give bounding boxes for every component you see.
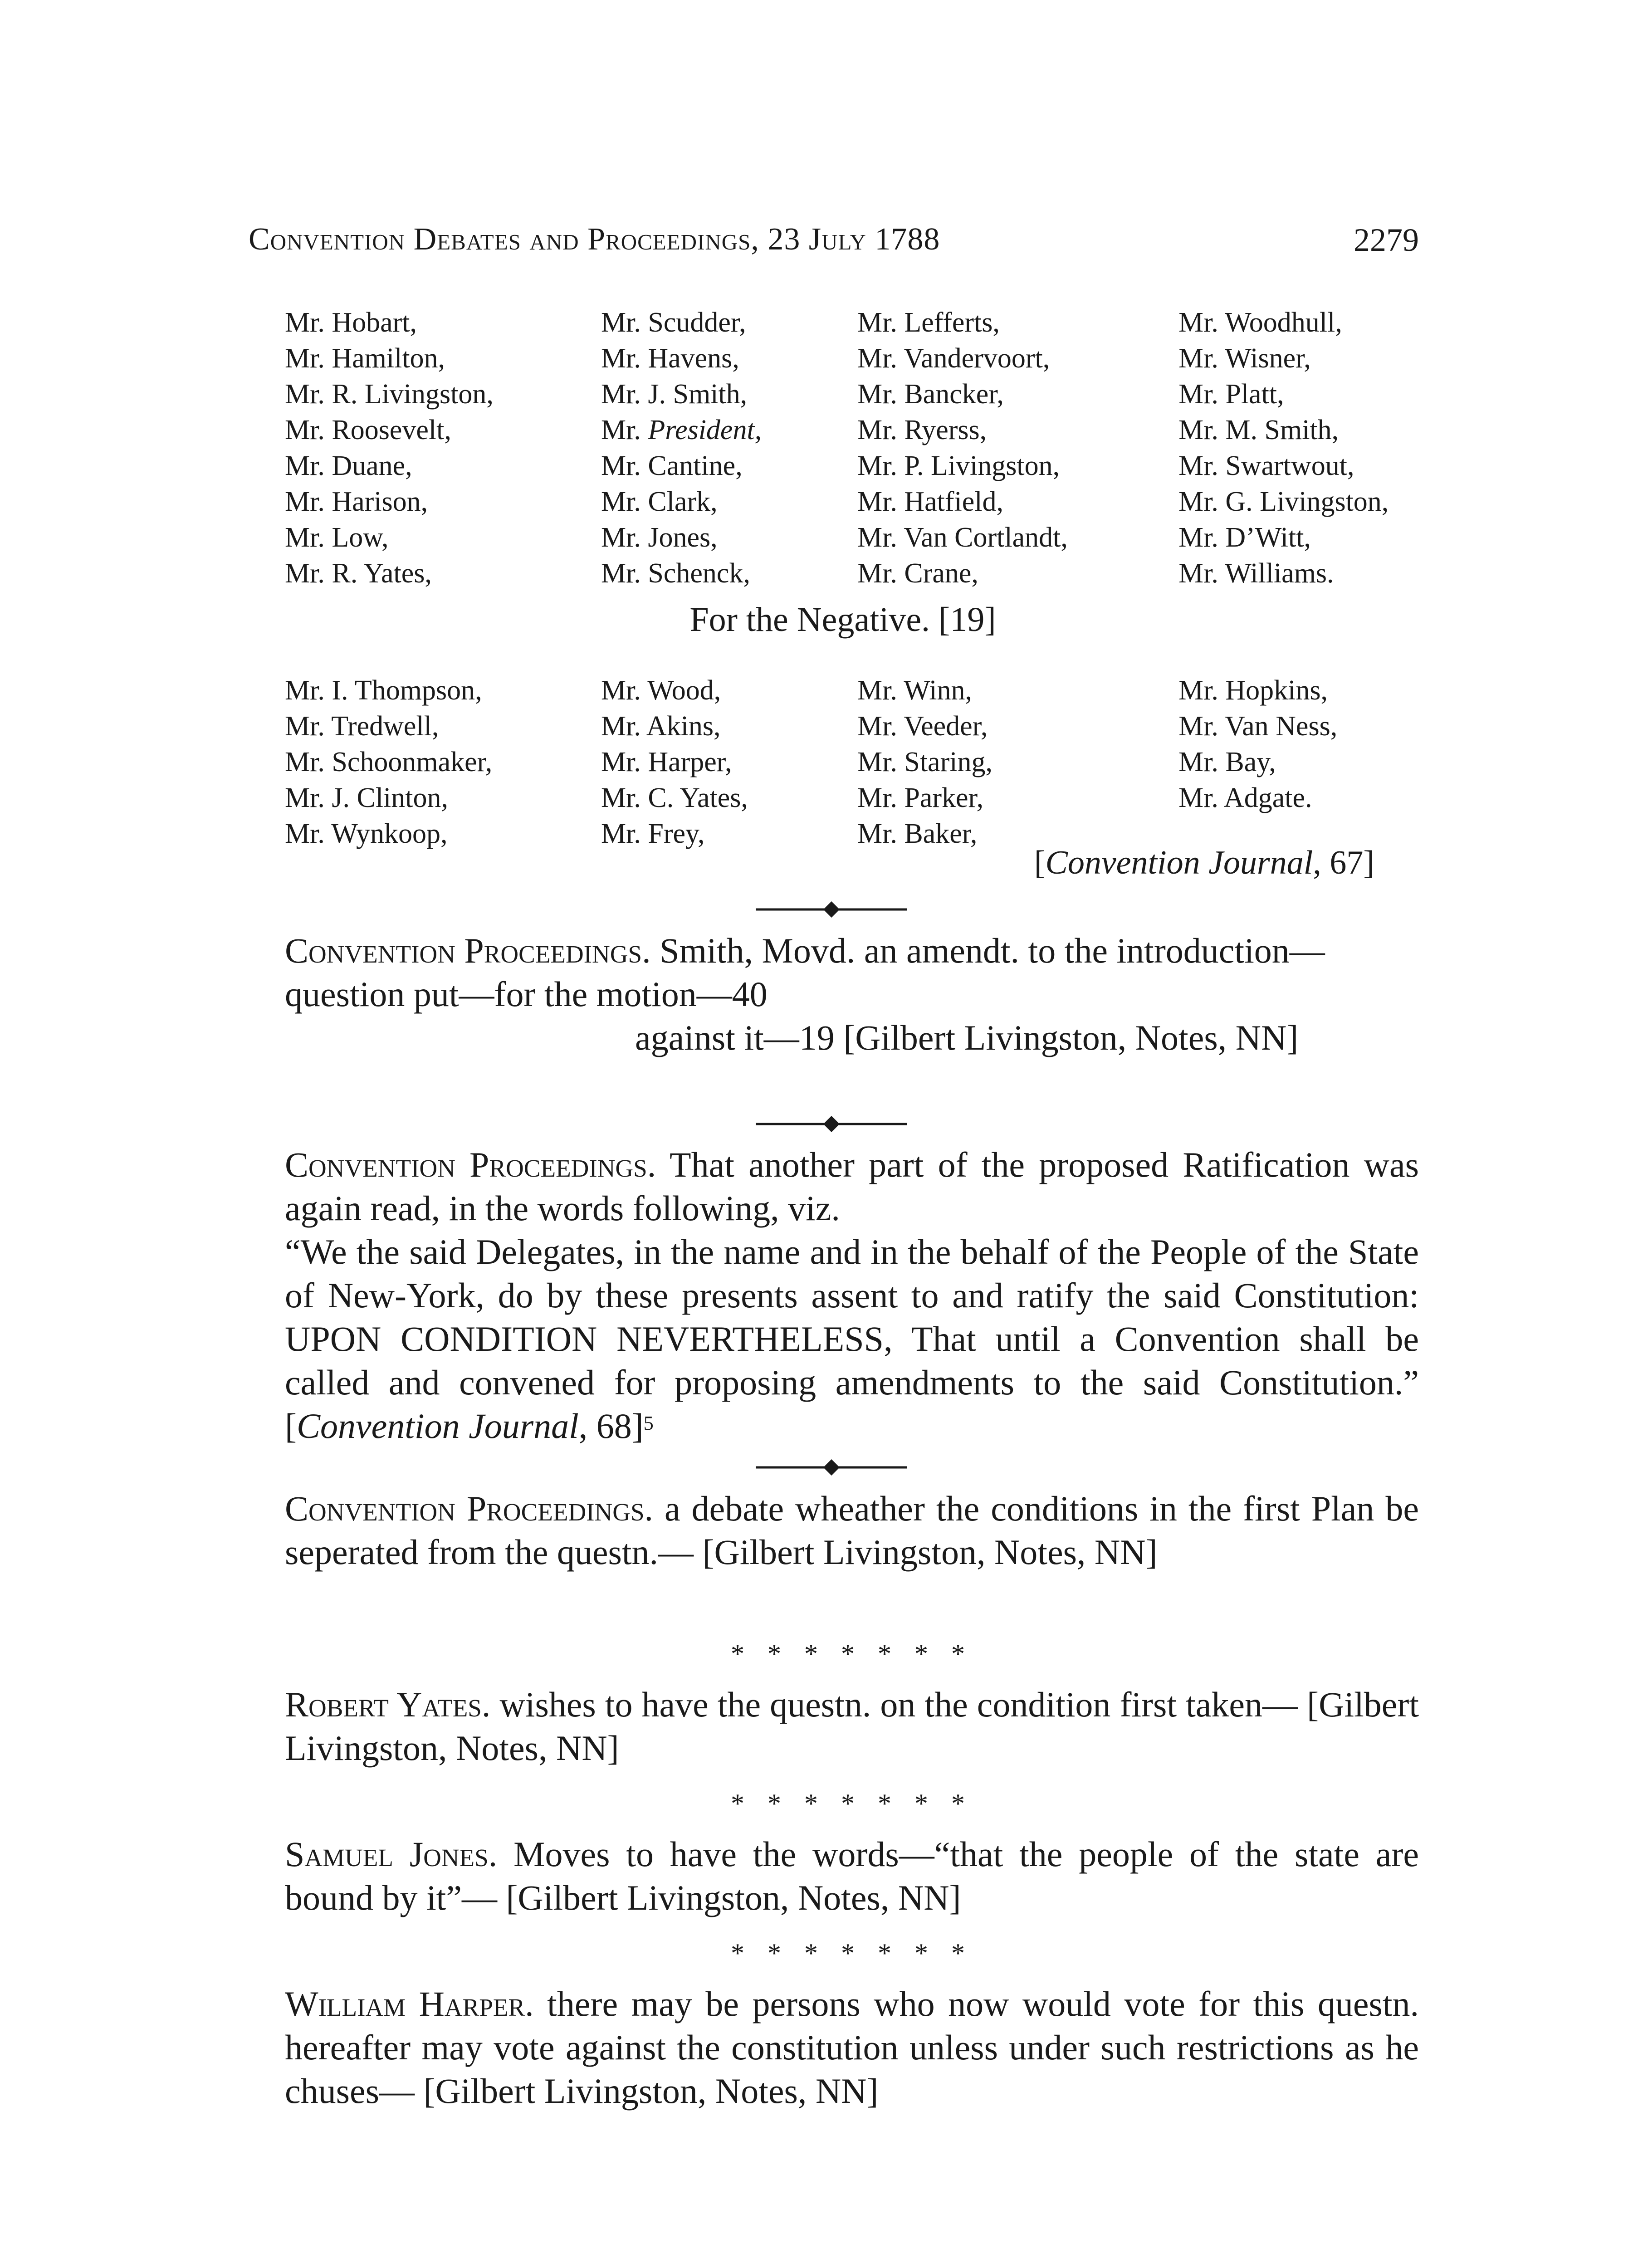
speaker-name: Convention Proceedings. bbox=[285, 931, 651, 970]
page-header bbox=[249, 221, 1419, 267]
voter-name: Mr. Bay, bbox=[1178, 747, 1276, 777]
proceedings-entry bbox=[249, 1683, 1419, 1770]
voter-name: Mr. I. Thompson, bbox=[285, 675, 482, 706]
section-separator: * * * * * * * bbox=[731, 1789, 973, 1818]
voter-name: Mr. Tredwell, bbox=[285, 711, 439, 742]
voter-name: Mr. P. Livingston, bbox=[857, 450, 1060, 481]
voter-name: Mr. Bancker, bbox=[857, 379, 1004, 410]
voter-name: Mr. G. Livingston, bbox=[1178, 486, 1389, 517]
voter-name: Mr. Hobart, bbox=[285, 307, 417, 338]
entry-text: Smith, Movd. an amendt. to the introduction— bbox=[660, 931, 1325, 970]
entry-text: That another part of the proposed Ratification was again read, in the words following, viz. bbox=[285, 1145, 1419, 1228]
section-divider-ornament bbox=[756, 900, 907, 919]
voter-name: Mr. Vandervoort, bbox=[857, 343, 1050, 374]
ratification-quote: “We the said Delegates, in the name and in the behalf of the People of the State of New-York, do by these presents assent to and ratify the said Constitution: UPON CONDITION NEVERTHELESS, That until a Convention shall be called and convened for proposing amendments to the said Constitution.” [Convention Journal, 68]$^5$ bbox=[285, 1232, 1419, 1446]
entry-text: Moves to have the words—“that the people of the state are bound by it”— [Gilbert Livingston, Notes, NN] bbox=[285, 1834, 1419, 1917]
entry-text: there may be persons who now would vote for this questn. hereafter may vote against the constitution unless under such restrictions as he chuses— [Gilbert Livingston, Notes, NN] bbox=[285, 1984, 1419, 2111]
voter-name: Mr. Hamilton, bbox=[285, 343, 445, 374]
voter-name: Mr. Hopkins, bbox=[1178, 675, 1328, 706]
voter-name: Mr. J. Smith, bbox=[601, 379, 748, 410]
footnote-marker: 5 bbox=[643, 1412, 654, 1434]
voter-name: Mr. Lefferts, bbox=[857, 307, 1000, 338]
voter-name: Mr. Frey, bbox=[601, 818, 705, 849]
vote-column bbox=[857, 305, 1068, 591]
voter-name: Mr. Duane, bbox=[285, 450, 412, 481]
entry-text: wishes to have the questn. on the condition first taken— [Gilbert Livingston, Notes, NN] bbox=[285, 1685, 1419, 1768]
section-separator: * * * * * * * bbox=[731, 1938, 973, 1968]
journal-citation: [Convention Journal, 67] bbox=[1034, 844, 1374, 881]
voter-name: Mr. Wynkoop, bbox=[285, 818, 448, 849]
voter-name: Mr. Schenck, bbox=[601, 558, 750, 589]
speaker-name: William Harper. bbox=[285, 1984, 534, 2024]
voter-name: Mr. Staring, bbox=[857, 747, 993, 777]
voter-name: Mr. R. Livingston, bbox=[285, 379, 494, 410]
voter-name: Mr. Akins, bbox=[601, 711, 721, 742]
section-divider-ornament bbox=[756, 1458, 907, 1476]
proceedings-entry bbox=[249, 1143, 1419, 1448]
voter-name: Mr. Adgate. bbox=[1178, 782, 1312, 813]
negative-vote-list bbox=[285, 673, 1464, 854]
affirmative-vote-list bbox=[285, 305, 1464, 595]
entry-text: a debate wheather the conditions in the first Plan be seperated from the questn.— [Gilbert Livingston, Notes, NN] bbox=[285, 1489, 1419, 1572]
voter-name: Mr. C. Yates, bbox=[601, 782, 748, 813]
entry-text: against it—19 [Gilbert Livingston, Notes, NN] bbox=[635, 1018, 1299, 1057]
voter-name: Mr. Jones, bbox=[601, 522, 718, 553]
voter-name: Mr. Harison, bbox=[285, 486, 428, 517]
voter-name-president: Mr. President, bbox=[601, 415, 762, 445]
voter-name: Mr. R. Yates, bbox=[285, 558, 432, 589]
voter-name: Mr. Wisner, bbox=[1178, 343, 1311, 374]
voter-name: Mr. Wood, bbox=[601, 675, 721, 706]
voter-name: Mr. Clark, bbox=[601, 486, 718, 517]
voter-name: Mr. Hatfield, bbox=[857, 486, 1003, 517]
voter-name: Mr. Roosevelt, bbox=[285, 415, 451, 445]
proceedings-entry bbox=[249, 1833, 1419, 1920]
running-title: Convention Debates and Proceedings, 23 July 1788 bbox=[249, 222, 940, 257]
voter-name: Mr. Crane, bbox=[857, 558, 978, 589]
voter-name: Mr. Van Cortlandt, bbox=[857, 522, 1068, 553]
vote-column bbox=[285, 305, 494, 591]
proceedings-entry bbox=[249, 929, 1419, 1060]
voter-name: Mr. Woodhull, bbox=[1178, 307, 1342, 338]
entry-text: question put—for the motion—40 bbox=[285, 974, 768, 1014]
voter-name: Mr. M. Smith, bbox=[1178, 415, 1339, 445]
voter-name: Mr. Ryerss, bbox=[857, 415, 987, 445]
vote-column bbox=[1178, 305, 1389, 591]
voter-name: Mr. Platt, bbox=[1178, 379, 1284, 410]
speaker-name: Robert Yates. bbox=[285, 1685, 491, 1724]
section-divider-ornament bbox=[756, 1115, 907, 1133]
voter-name: Mr. Cantine, bbox=[601, 450, 743, 481]
voter-name: Mr. Williams. bbox=[1178, 558, 1334, 589]
negative-heading: For the Negative. [19] bbox=[689, 601, 996, 639]
voter-name: Mr. Harper, bbox=[601, 747, 732, 777]
voter-name: Mr. Low, bbox=[285, 522, 389, 553]
vote-column bbox=[857, 673, 993, 852]
section-separator: * * * * * * * bbox=[731, 1639, 973, 1669]
voter-name: Mr. D’Witt, bbox=[1178, 522, 1311, 553]
voter-name: Mr. Scudder, bbox=[601, 307, 746, 338]
proceedings-entry bbox=[249, 1487, 1419, 1574]
voter-name: Mr. Baker, bbox=[857, 818, 978, 849]
vote-column bbox=[601, 673, 748, 852]
page-number: 2279 bbox=[1354, 222, 1419, 258]
voter-name: Mr. Schoonmaker, bbox=[285, 747, 493, 777]
voter-name: Mr. Parker, bbox=[857, 782, 984, 813]
speaker-name: Convention Proceedings. bbox=[285, 1145, 656, 1184]
vote-column bbox=[1178, 673, 1337, 816]
voter-name: Mr. Swartwout, bbox=[1178, 450, 1354, 481]
voter-name: Mr. Van Ness, bbox=[1178, 711, 1338, 742]
vote-column bbox=[601, 305, 762, 591]
proceedings-entry bbox=[249, 1982, 1419, 2113]
speaker-name: Samuel Jones. bbox=[285, 1834, 498, 1874]
voter-name: Mr. Havens, bbox=[601, 343, 739, 374]
vote-column bbox=[285, 673, 492, 852]
speaker-name: Convention Proceedings. bbox=[285, 1489, 654, 1528]
voter-name: Mr. Veeder, bbox=[857, 711, 988, 742]
voter-name: Mr. Winn, bbox=[857, 675, 972, 706]
voter-name: Mr. J. Clinton, bbox=[285, 782, 449, 813]
